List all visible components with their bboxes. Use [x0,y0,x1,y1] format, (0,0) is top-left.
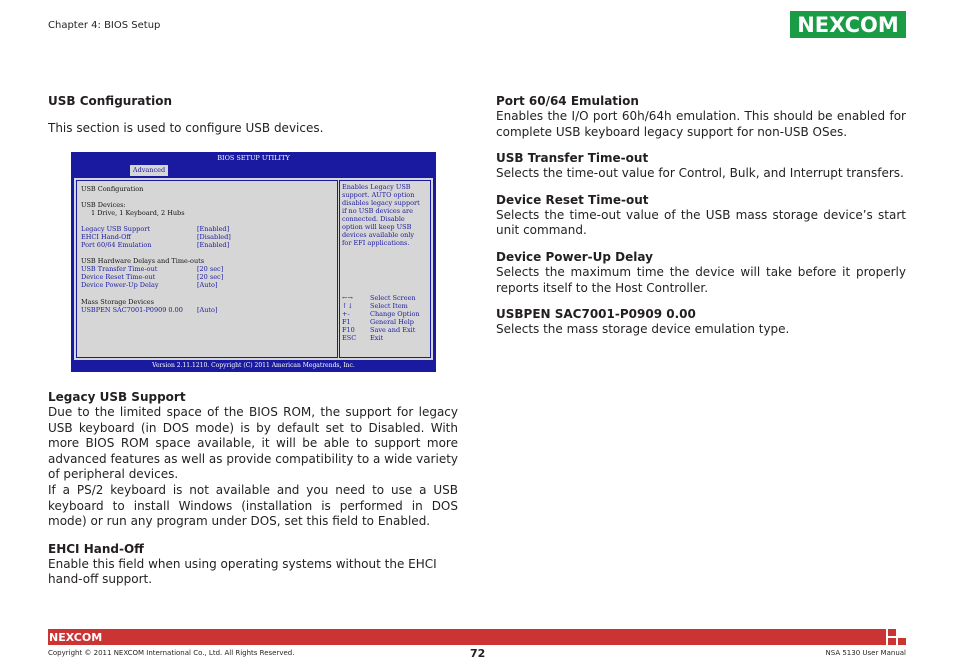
bios-mass-storage-label: Mass Storage Devices [81,298,154,306]
bios-usb-devices-label: USB Devices: [81,201,126,209]
nexcom-logo [790,11,906,38]
usb-config-desc: This section is used to configure USB devices. [48,121,324,135]
bios-body [74,178,433,360]
tab-advanced[interactable]: Advanced [130,165,168,176]
transfer-timeout-desc: Selects the time-out value for Control, Bulk, and Interrupt transfers. [496,166,904,181]
bios-help-line: devices available only [342,231,415,239]
bios-key-desc: Exit [370,334,384,342]
bios-title: BIOS SETUP UTILITY [217,154,290,162]
footer-bar [48,629,886,645]
bios-value-powerup[interactable]: [Auto] [197,281,218,289]
bios-key: ↑↓ [342,302,353,310]
transfer-timeout-heading: USB Transfer Time-out [496,151,649,166]
bios-key: ESC [342,334,357,342]
reset-timeout-heading: Device Reset Time-out [496,192,649,207]
legacy-usb-heading: Legacy USB Support [48,390,186,404]
chapter-title: Chapter 4: BIOS Setup [48,20,161,31]
manual-name: NSA 5130 User Manual [825,649,906,657]
bios-value-transfer[interactable]: [20 sec] [197,265,224,273]
page-number: 72 [470,647,486,660]
bios-help-line: for EFI applications. [342,239,410,247]
ehci-desc: Enable this field when using operating systems without the EHCI hand-off support. [48,556,437,587]
bios-settings-panel [76,180,338,358]
bios-help-line: if no USB devices are [342,207,413,215]
bios-item-reset[interactable]: Device Reset Time-out [81,273,156,281]
bios-item-transfer[interactable]: USB Transfer Time-out [81,265,158,273]
usb-config-heading: USB Configuration [48,94,172,108]
bios-usb-devices-value: 1 Drive, 1 Keyboard, 2 Hubs [91,209,185,217]
footer-logo: NEXCOM [49,631,103,644]
bios-item-legacy-usb[interactable]: Legacy USB Support [81,225,150,233]
right-column [496,93,906,338]
bios-key: +- [342,310,350,318]
bios-value-legacy-usb[interactable]: [Enabled] [197,225,230,233]
usbpen-desc: Selects the mass storage device emulation type. [496,322,790,337]
bios-key-desc: General Help [370,318,414,326]
copyright-text: Copyright © 2011 NEXCOM International Co., Ltd. All Rights Reserved. [48,649,295,657]
bios-footer: Version 2.11.1210. Copyright (C) 2011 American Megatrends, Inc. [152,362,355,369]
bios-help-panel [339,180,431,358]
usbpen-heading: USBPEN SAC7001-P0909 0.00 [496,307,696,322]
port-emulation-heading: Port 60/64 Emulation [496,94,639,108]
reset-timeout-desc: Selects the time-out value of the USB mass storage device’s start unit command. [496,207,906,238]
bios-screenshot [71,152,436,372]
left-column [48,93,458,137]
ehci-heading: EHCI Hand-Off [48,541,144,556]
bios-help-line: support. AUTO option [342,191,415,199]
port-emulation-desc: Enables the I/O port 60h/64h emulation. This should be enabled for complete USB keyboard legacy support for non-USB OSes. [496,109,906,139]
bios-value-usbpen[interactable]: [Auto] [197,306,218,314]
bios-hw-delays-label: USB Hardware Delays and Time-outs [81,257,205,265]
bios-key-desc: Save and Exit [370,326,416,334]
bios-value-reset[interactable]: [20 sec] [197,273,224,281]
bios-key-desc: Select Screen [370,294,416,302]
legacy-usb-desc-2: If a PS/2 keyboard is not available and you need to use a USB keyboard to install Windows (installation is performed in DOS mode) or run any program under DOS, set this field to Enabled. [48,482,458,529]
bios-help-line: connected. Disable [342,215,405,223]
bios-item-ehci[interactable]: EHCI Hand-Off [81,233,132,241]
bios-help-line: disables legacy support [342,199,420,207]
bios-key-desc: Change Option [370,310,420,318]
bios-help-line: Enables Legacy USB [342,183,411,191]
bios-item-usbpen[interactable]: USBPEN SAC7001-P0909 0.00 [81,306,183,314]
bios-value-port6064[interactable]: [Enabled] [197,241,230,249]
legacy-usb-desc-1: Due to the limited space of the BIOS ROM, the support for legacy USB keyboard (in DOS mode) is by default set to Disabled. With more BIOS ROM space available, it will be able to support more advanced features as well as provide compatibility to a wide variety of peripheral devices. [48,405,459,482]
bios-help-line: option will keep USB [342,223,412,231]
bios-item-powerup[interactable]: Device Power-Up Delay [81,281,159,289]
bios-key: F10 [342,326,355,334]
powerup-delay-heading: Device Power-Up Delay [496,249,653,264]
left-column-lower [48,389,458,588]
bios-usb-config-label: USB Configuration [81,185,144,193]
powerup-delay-desc: Selects the maximum time the device will take before it properly reports itself to the Host Controller. [496,264,906,295]
bios-key-desc: Select Item [370,302,408,310]
bios-item-port6064[interactable]: Port 60/64 Emulation [81,241,152,249]
logo-text: NEXCOM [797,12,899,37]
footer-squares-icon [888,629,906,645]
bios-value-ehci[interactable]: [Disabled] [197,233,231,241]
bios-key: F1 [342,318,351,326]
bios-key: ←→ [342,294,353,302]
